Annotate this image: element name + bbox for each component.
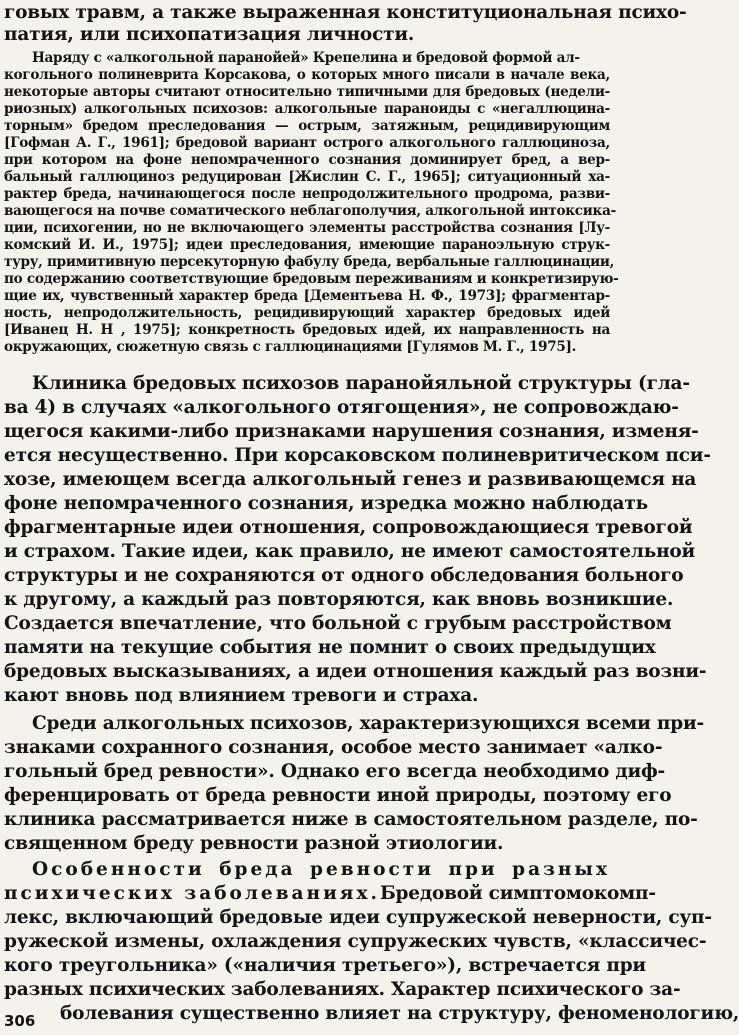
text-line: комский И. И., 1975]; идеи преследования, имеющие параноэльную струк- bbox=[4, 237, 610, 253]
text-line: вающегося на почве соматического неблагополучия, алкогольной интоксика- bbox=[4, 203, 616, 219]
section-heading-cont: психических заболеваниях. bbox=[4, 883, 380, 904]
text-line: торным» бредом преследования — острым, затяжным, рецидивирующим bbox=[4, 118, 610, 134]
text-line: ность, непродолжительность, рецидивирующий характер бредовых идей bbox=[4, 305, 610, 321]
text-line: при котором на фоне непомраченного сознания доминирует бред, а вер- bbox=[4, 152, 610, 168]
page-number: 306 bbox=[4, 1012, 36, 1030]
text-line: хозе, имеющем всегда алкогольный генез и развивающемся на bbox=[4, 469, 697, 490]
text-line: ва 4) в случаях «алкогольного отягощения», не сопровождаю- bbox=[4, 397, 679, 418]
text-line: Создается впечатление, что больной с грубым расстройством bbox=[4, 613, 672, 634]
text-line: болевания существенно влияет на структуру, феноменологию, bbox=[60, 1003, 739, 1024]
text-line: Клиника бредовых психозов паранойяльной структуры (гла- bbox=[32, 373, 690, 394]
section-heading: Особенности бреда ревности при разных bbox=[32, 859, 610, 880]
text-line: патия, или психопатизация личности. bbox=[4, 24, 415, 45]
text-line: окружающих, сюжетную связь с галлюцинациями [Гулямов М. Г., 1975]. bbox=[4, 339, 577, 355]
text-line: бредовых высказываниях, а идеи отношения каждый раз возни- bbox=[4, 661, 707, 682]
text-fragment: Бредовой симптомокомп- bbox=[379, 883, 656, 904]
text-line: памяти на текущие события не помнит о своих предыдущих bbox=[4, 637, 656, 658]
text-line: лекс, включающий бредовые идеи супружеской неверности, суп- bbox=[4, 907, 712, 928]
text-line: когольного полиневрита Корсакова, о которых много писали в начале века, bbox=[4, 67, 610, 83]
text-line: кого треугольника» («наличия третьего»), встречается при bbox=[4, 955, 646, 976]
text-line: ференцировать от бреда ревности иной природы, поэтому его bbox=[4, 785, 672, 806]
text-line: гольный бред ревности». Однако его всегда необходимо диф- bbox=[4, 761, 665, 782]
text-line: ется несущественно. При корсаковском полиневритическом пси- bbox=[4, 445, 711, 466]
text-line bbox=[4, 881, 656, 906]
text-line: [Гофман А. Г., 1961]; бредовой вариант острого алкогольного галлюциноза, bbox=[4, 135, 610, 151]
text-line: к другому, а каждый раз повторяются, как вновь возникшие. bbox=[4, 589, 674, 610]
text-line: рактер бреда, начинающегося после непродолжительного продрома, разви- bbox=[4, 186, 610, 202]
text-line: говых травм, а также выраженная конституциональная психо- bbox=[4, 2, 687, 23]
text-line: структуры и не сохраняются от одного обследования больного bbox=[4, 565, 684, 586]
text-line: священном бреду ревности разной этиологии. bbox=[4, 833, 504, 854]
text-line: Среди алкогольных психозов, характеризующихся всеми при- bbox=[32, 713, 705, 734]
text-line: щие их, чувственный характер бреда [Дементьева Н. Ф., 1973]; фрагментар- bbox=[4, 288, 610, 304]
text-line: знаками сохранного сознания, особое место занимает «алко- bbox=[4, 737, 663, 758]
text-line: [Иванец Н. Н , 1975]; конкретность бредовых идей, их направленность на bbox=[4, 322, 610, 338]
text-line: некоторые авторы считают относительно типичными для бредовых (недели- bbox=[4, 84, 610, 100]
text-line: бальный галлюциноз редуцирован [Жислин С. Г., 1965]; ситуационный ха- bbox=[4, 169, 610, 185]
text-line: ции, психогении, но не включающего элементы расстройства сознания [Лу- bbox=[4, 220, 610, 236]
text-line: туру, примитивную персекуторную фабулу бреда, вербальные галлюцинации, bbox=[4, 254, 615, 270]
text-line: кают вновь под влиянием тревоги и страха. bbox=[4, 685, 479, 706]
text-line: Наряду с «алкогольной паранойей» Крепелина и бредовой формой ал- bbox=[32, 50, 580, 66]
text-line: риозных) алкогольных психозов: алкогольные параноиды с «негаллюцина- bbox=[4, 101, 610, 117]
text-line: и страхом. Такие идеи, как правило, не имеют самостоятельной bbox=[4, 541, 696, 562]
text-line: по содержанию соответствующие бредовым переживаниям и конкретизирую- bbox=[4, 271, 619, 287]
text-line: разных психических заболеваниях. Характер психического за- bbox=[4, 979, 681, 1000]
text-line: ружеской измены, охлаждения супружеских чувств, «классичес- bbox=[4, 931, 707, 952]
text-line: щегося какими-либо признаками нарушения сознания, изменя- bbox=[4, 421, 699, 442]
text-line: клиника рассматривается ниже в самостоятельном разделе, по- bbox=[4, 809, 698, 830]
text-line: фоне непомраченного сознания, изредка можно наблюдать bbox=[4, 493, 648, 514]
text-line: фрагментарные идеи отношения, сопровождающиеся тревогой bbox=[4, 517, 693, 538]
